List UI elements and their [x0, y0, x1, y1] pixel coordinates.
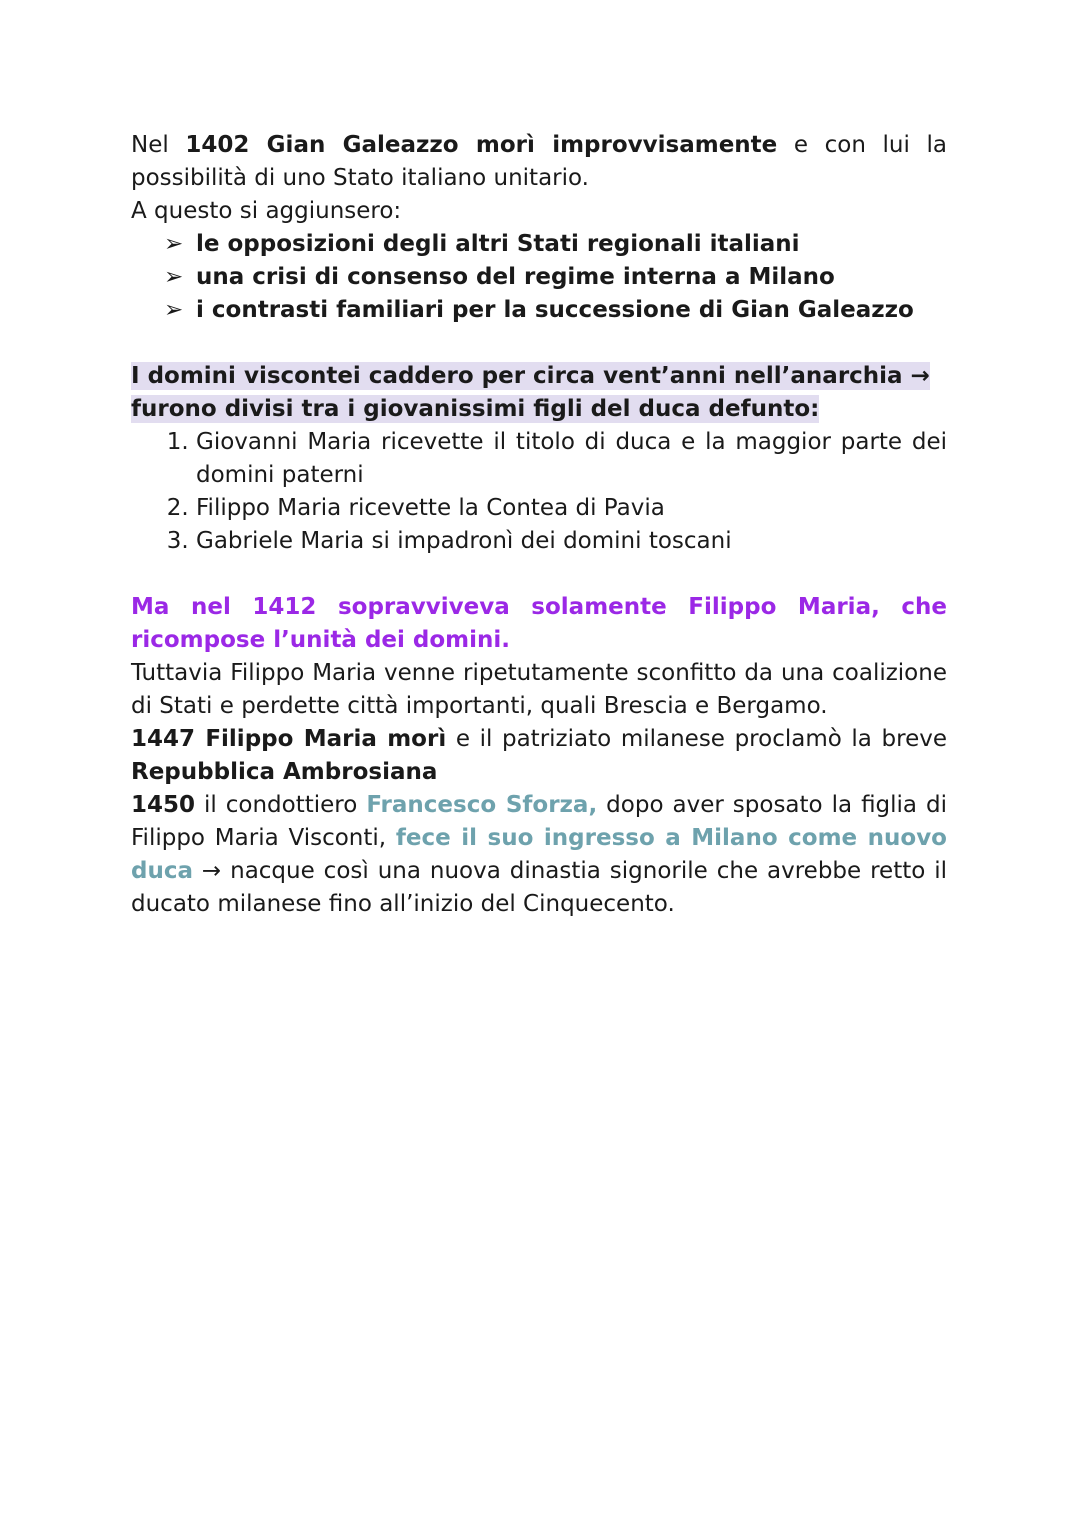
bold-text: 1447 Filippo Maria morì	[131, 726, 447, 752]
list-item	[164, 228, 947, 261]
document-body	[131, 129, 947, 921]
paragraph-gian-galeazzo	[131, 129, 947, 195]
teal-text: Francesco Sforza,	[366, 792, 598, 818]
bold-text: 1450	[131, 792, 196, 818]
paragraph-tuttavia: Tuttavia Filippo Maria venne ripetutamente sconfitto da una coalizione di Stati e perdette città importanti, quali Brescia e Bergamo.	[131, 660, 947, 719]
text: Nel	[131, 132, 186, 158]
arrow-bullet-icon: ➢	[164, 231, 184, 257]
teal-text: fece il suo ingresso a Milano come nuovo duca	[131, 825, 947, 884]
list-item-text: i contrasti familiari per la successione di Gian Galeazzo	[196, 297, 914, 323]
highlight-line: I domini viscontei caddero per circa vent’anni nell’anarchia →	[131, 363, 930, 389]
list-item: 2. Filippo Maria ricevette la Contea di Pavia	[196, 492, 947, 525]
purple-paragraph: Ma nel 1412 sopravviveva solamente Filippo Maria, che ricompose l’unità dei domini.	[131, 594, 947, 653]
text: il condottiero	[195, 792, 367, 818]
list-item: 1. Giovanni Maria ricevette il titolo di duca e la maggior parte dei domini paterni	[196, 426, 947, 492]
highlight-line: furono divisi tra i giovanissimi figli del duca defunto:	[131, 396, 820, 422]
list-item	[164, 294, 947, 327]
numbered-list	[131, 426, 947, 558]
list-item-text: una crisi di consenso del regime interna a Milano	[196, 264, 835, 290]
bullet-list	[131, 228, 947, 327]
paragraph-intro-list: A questo si aggiunsero:	[131, 198, 402, 224]
list-item: 3. Gabriele Maria si impadronì dei domini toscani	[196, 525, 947, 558]
text: dopo aver sposato la figlia di Filippo Maria Visconti,	[131, 792, 947, 851]
highlighted-paragraph	[131, 360, 947, 426]
list-item	[164, 261, 947, 294]
paragraph-1447	[131, 723, 947, 789]
paragraph-1450	[131, 789, 947, 921]
list-item-text: le opposizioni degli altri Stati regionali italiani	[196, 231, 800, 257]
text: e con lui la possibilità di uno Stato italiano unitario.	[131, 132, 947, 191]
bold-text: 1402 Gian Galeazzo morì improvvisamente	[185, 132, 778, 158]
text: → nacque così una nuova dinastia signorile che avrebbe retto il ducato milanese fino all’inizio del Cinquecento.	[131, 858, 947, 917]
bold-text: Repubblica Ambrosiana	[131, 759, 438, 785]
arrow-bullet-icon: ➢	[164, 297, 184, 323]
text: e il patriziato milanese proclamò la breve	[446, 726, 947, 752]
arrow-bullet-icon: ➢	[164, 264, 184, 290]
